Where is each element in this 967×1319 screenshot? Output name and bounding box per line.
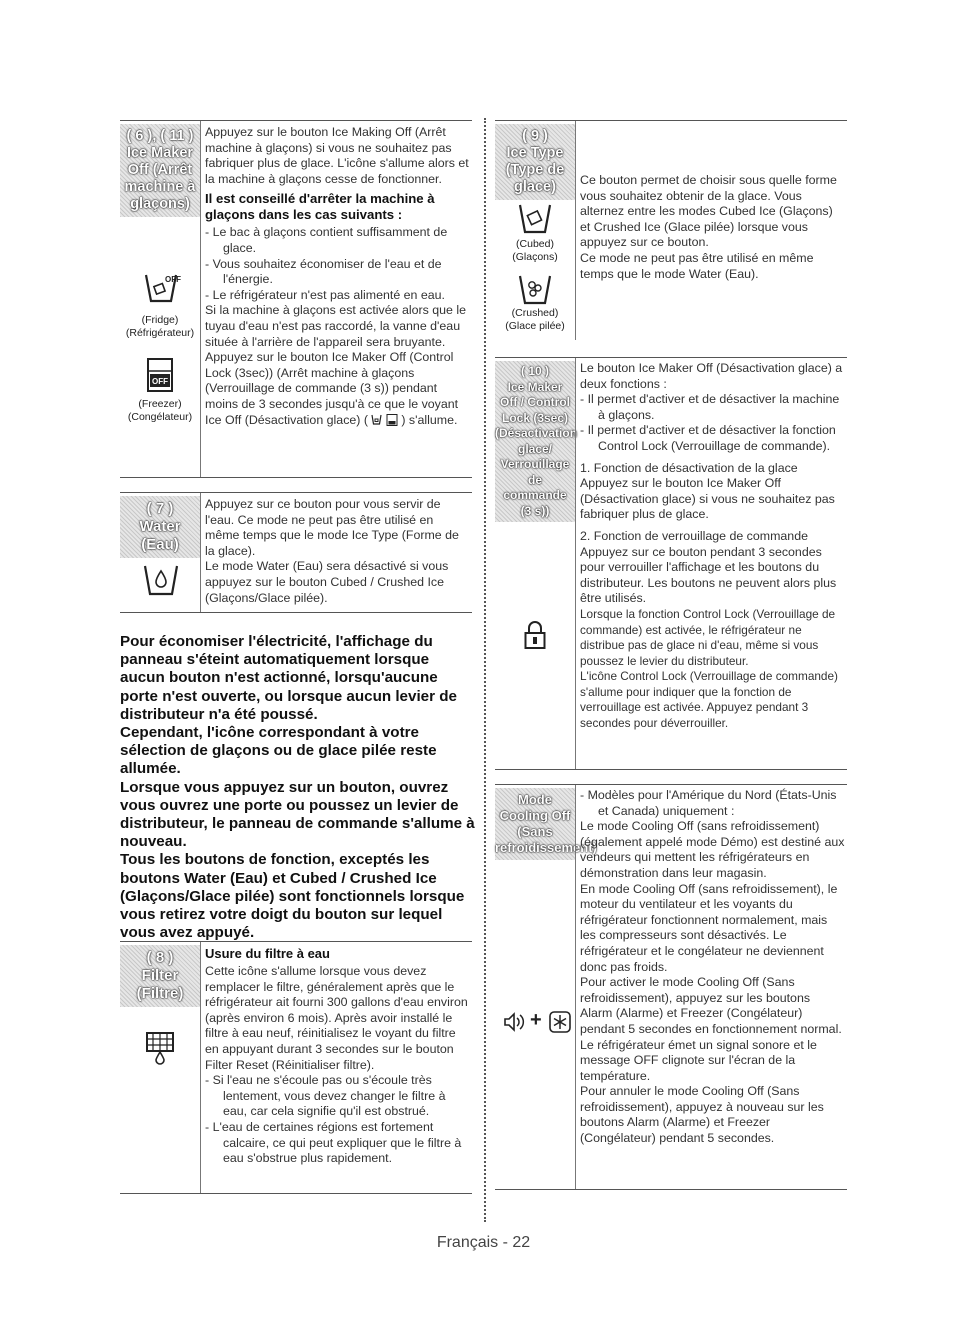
freezer-ice-off-icon: [147, 358, 173, 397]
section-text: - Modèles pour l'Amérique du Nord (États-Unis et Canada) uniquement : Le mode Cooling Off (sans refroidissement) (également appelé mode Démo) est destiné aux vendeurs qui mettent les réfrigérateurs en démonstration dans leur magasin. En mode Cooling Off (sans refroidissement), le moteur du ventilateur et les voyants du réfrigérateur fonctionnent normalement, mais les compresseurs sont désactivés. Le réfrigérateur et le congélateur ne deviennent donc pas froids. Pour activer le mode Cooling Off (Sans refroidissement), appuyez sur les boutons Alarm (Alarme) et Freezer (Congélateur) pendant 5 secondes en fonctionnement normal. Le réfrigérateur émet un signal sonore et le message OFF clignote sur l'écran de la température. Pour annuler le mode Cooling Off (Sans refroidissement), appuyez à nouveau sur les boutons Alarm (Alarme) et Freezer (Congélateur) pendant 5 secondes.: [580, 788, 845, 1146]
section-text: Le bouton Ice Maker Off (Désactivation glace) a deux fonctions : - Il permet d'activer et de désactiver la machine à glaçons. - Il permet d'activer et de désactiver la fonction Control Lock (Verrouillage de commande). 1. Fonction de désactivation de la glace Appuyez sur le bouton Ice Maker Off (Désactivation glace) si vous ne souhaitez pas fabriquer plus de glace. 2. Fonction de verrouillage de commande Appuyez sur ce bouton pendant 3 secondes pour verrouiller l'affichage et les boutons du distributeur. Les boutons ne peuvent alors plus être utilisés. Lorsque la fonction Control Lock (Verrouillage de commande) est activée, le réfrigérateur ne distribue pas de glace ni d'eau, même si vous poussez le levier du distributeur. L'icône Control Lock (Verrouillage de commande) s'allume pour indiquer que la fonction de verrouillage est activée. Appuyez pendant 3 secondes pour déverrouiller.: [580, 361, 843, 731]
section-text: Ce bouton permet de choisir sous quelle forme vous souhaitez obtenir de la glace. Vous alternez entre les modes Cubed Ice (Glaçons) et Crushed Ice (Glace pilée) lorsque vous appuyez sur ce bouton. Ce mode ne peut pas être utilisé en même temps que le mode Water (Eau).: [580, 173, 837, 281]
lock-icon: [524, 620, 546, 655]
fridge-caption: (Fridge) (Réfrigérateur): [125, 314, 195, 339]
freezer-snowflake-icon: [549, 1011, 571, 1038]
section-control-lock: [495, 357, 847, 770]
fridge-ice-off-icon: [143, 271, 179, 310]
section-label: ( 10 ) Ice Maker Off / Control Lock (3sec) (Désactivation glace/ Verrouillage de commande (3 s)): [495, 361, 576, 522]
section-ice-type: [495, 120, 847, 340]
section-text: Appuyez sur ce bouton pour vous servir de l'eau. Ce mode ne peut pas être utilisé en même temps que le mode Ice Type (Forme de la glace). Le mode Water (Eau) sera désactivé si vous appuyez sur le bouton Cubed / Crushed Ice (Glaçons/Glace pilée).: [205, 497, 459, 605]
section-label: ( 7 ) Water (Eau): [120, 496, 201, 558]
cubed-ice-icon: [517, 203, 553, 240]
section-text: Usure du filtre à eau Cette icône s'allume lorsque vous devez remplacer le filtre, généralement après que le réfrigérateur ait fourni 300 gallons d'eau environ (après environ 6 mois). Après avoir installé le filtre à eau neuf, réinitialisez le voyant du filtre en appuyant durant 3 secondes sur le bouton Filter Reset (Réinitialiser filtre). - Si l'eau ne s'écoule pas ou s'écoule très lentement, vous devez changer le filtre à eau, car cela signifie qu'il est obstrué. - L'eau de certaines régions est fortement calcaire, ce qui peut expliquer que le filtre à eau s'obstrue plus rapidement.: [205, 946, 468, 1166]
water-filter-icon: [146, 1032, 174, 1069]
crushed-caption: (Crushed) (Glace pilée): [505, 307, 565, 332]
cubed-caption: (Cubed) (Glaçons): [512, 238, 558, 263]
crushed-ice-icon: [517, 274, 553, 311]
section-ice-maker-off: [120, 120, 472, 478]
section-label: ( 9 ) Ice Type (Type de glace): [495, 124, 576, 200]
water-icon: [142, 563, 180, 602]
display-power-saving-note: Pour économiser l'électricité, l'affichage du panneau s'éteint automatiquement lorsque aucun bouton n'est actionné, lorsqu'aucune porte n'est ouverte, ou lorsque aucun levier de distributeur n'a été poussé. Cependant, l'icône correspondant à votre sélection de glaçons ou de glace pilée reste allumée. Lorsque vous appuyez sur un bouton, ouvrez vous ouvrez une porte ou poussez un levier de distributeur, le panneau de commande s'allume à nouveau. Tous les boutons de fonction, exceptés les boutons Water (Eau) et Cubed / Crushed Ice (Glaçons/Glace pilée) sont fonctionnels lorsque vous retirez votre doigt du bouton sur lequel vous avez appuyé.: [120, 633, 475, 942]
alarm-plus-freezer-icon: [503, 1011, 573, 1035]
section-water: [120, 492, 472, 613]
section-label: ( 6 ), ( 11 ) Ice Maker Off (Arrêt machine à glaçons): [120, 124, 201, 217]
svg-text:OFF: OFF: [165, 275, 181, 284]
ice-off-icon-inline: [368, 413, 401, 427]
section-filter: [120, 941, 472, 1194]
section-cooling-off: [495, 784, 847, 1190]
section-label: Mode Cooling Off (Sans refroidissement): [495, 788, 576, 860]
svg-text:OFF: OFF: [152, 377, 168, 386]
plus-sign: +: [530, 1009, 542, 1031]
section-text: Appuyez sur le bouton Ice Making Off (Arrêt machine à glaçons) si vous ne souhaitez pas fabriquer plus de glace. L'icône s'allume alors et la machine à glaçons cesse de fonctionner. Il est conseillé d'arrêter la machine à glaçons dans les cas suivants : - Le bac à glaçons contient suffisamment de glace. - Vous souhaitez économiser de l'eau et de l'énergie. - Le réfrigérateur n'est pas alimenté en eau. Si la machine à glaçons est activée alors que le tuyau d'eau n'est pas raccordé, la vanne d'eau située à l'arrière de l'appareil sera bruyante. Appuyez sur le bouton Ice Maker Off (Control Lock (3sec)) (Arrêt machine à glaçons (Verrouillage de commande (3 s)) pendant moins de 3 secondes jusqu'à ce que le voyant Ice Off (Désactivation glace) ( ) s'allume.: [205, 125, 469, 427]
section-label: ( 8 ) Filter (Filtre): [120, 945, 201, 1007]
page-footer: Français - 22: [436, 1234, 531, 1251]
column-divider: [484, 118, 486, 1222]
freezer-caption: (Freezer) (Congélateur): [127, 398, 193, 423]
alarm-speaker-icon: [503, 1011, 527, 1038]
